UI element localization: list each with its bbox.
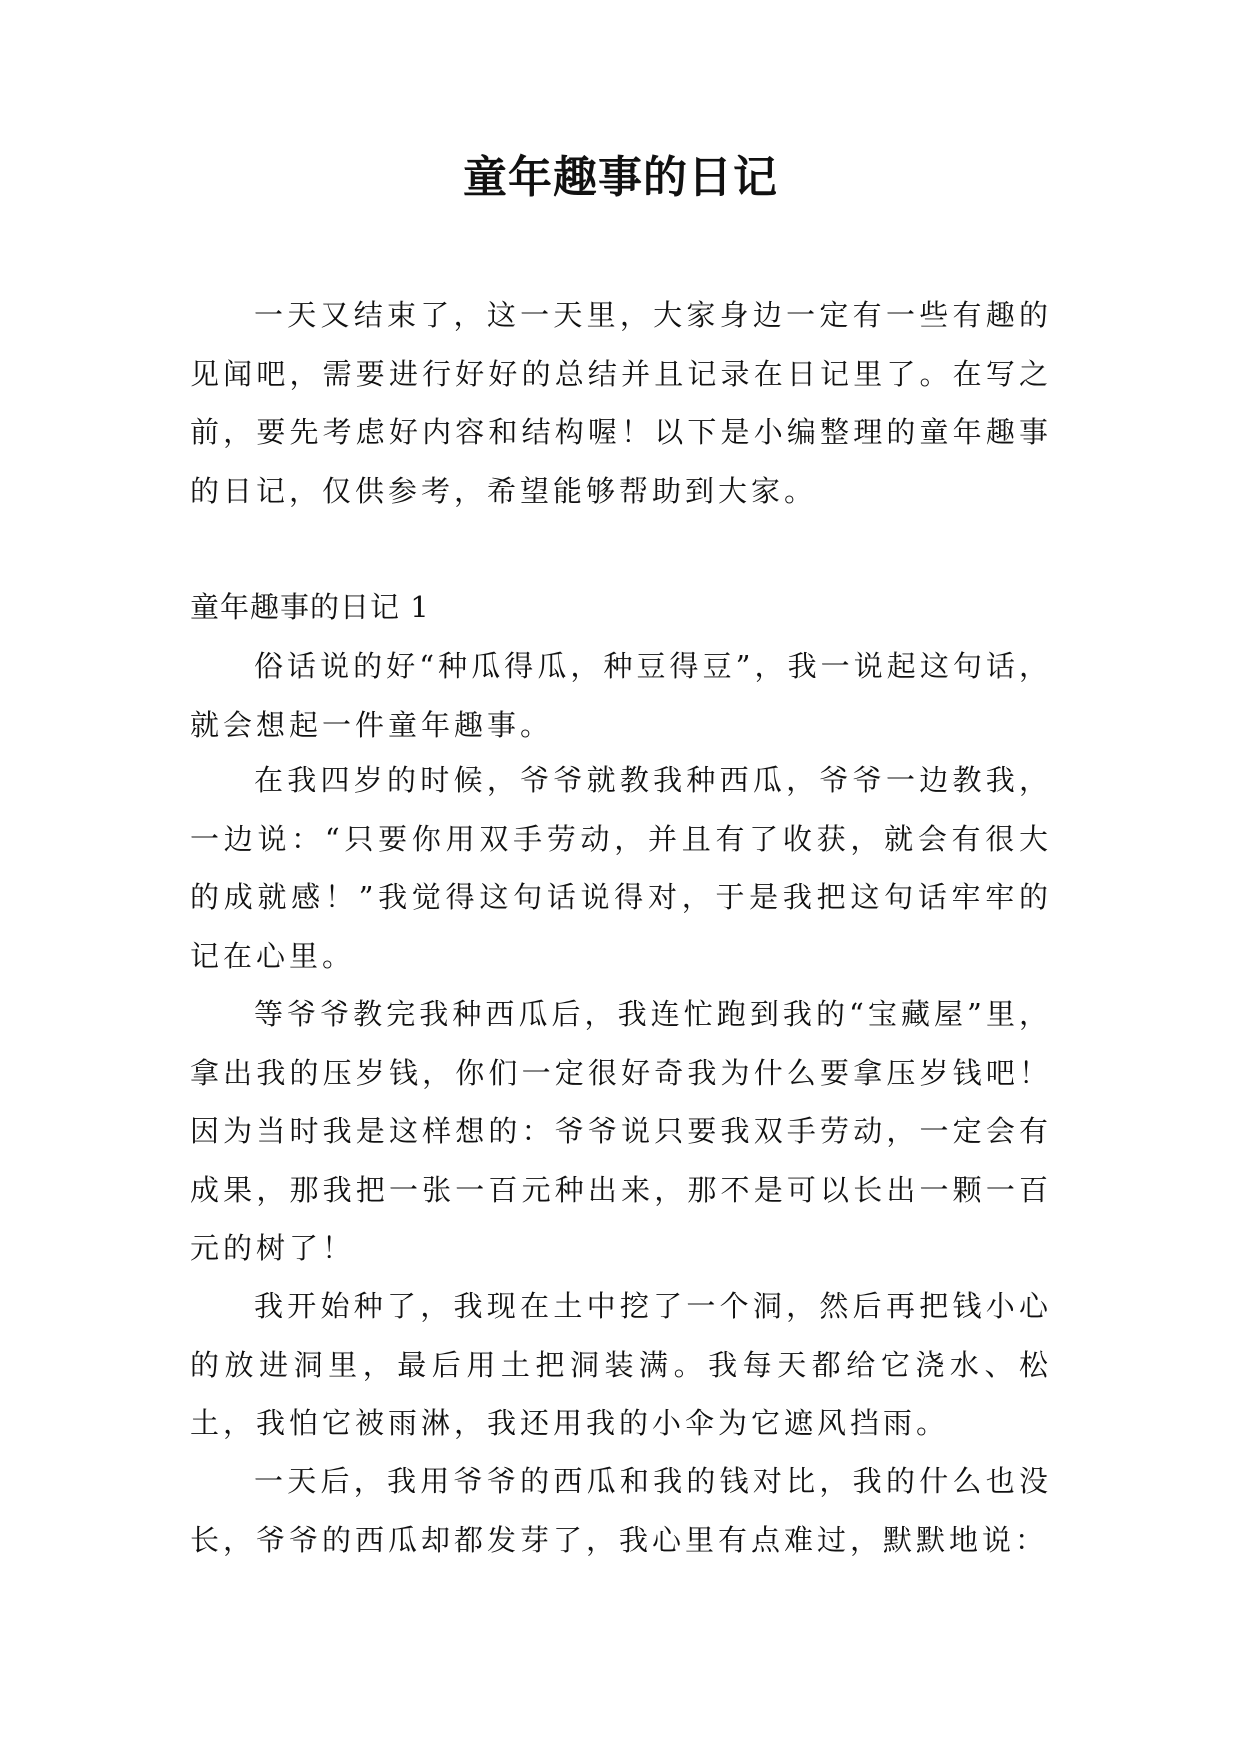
document-title: 童年趣事的日记 (463, 152, 778, 203)
body-paragraph: 等爷爷教完我种西瓜后，我连忙跑到我的“宝藏屋”里，拿出我的压岁钱，你们一定很好奇我为什么要拿压岁钱吧！因为当时我是这样想的：爷爷说只要我双手劳动，一定会有成果，那我把一张一百元种出来，那不是可以长出一颗一百元的树了！ (190, 997, 1052, 1265)
body-paragraph: 我开始种了，我现在土中挖了一个洞，然后再把钱小心的放进洞里，最后用土把洞装满。我每天都给它浇水、松土，我怕它被雨淋，我还用我的小伞为它遮风挡雨。 (190, 1289, 1052, 1440)
body-paragraph: 在我四岁的时候，爷爷就教我种西瓜，爷爷一边教我，一边说：“只要你用双手劳动，并且有了收获，就会有很大的成就感！”我觉得这句话说得对，于是我把这句话牢牢的记在心里。 (190, 763, 1052, 973)
intro-paragraph: 一天又结束了，这一天里，大家身边一定有一些有趣的见闻吧，需要进行好好的总结并且记录在日记里了。在写之前，要先考虑好内容和结构喔！以下是小编整理的童年趣事的日记，仅供参考，希望能够帮助到大家。 (190, 298, 1052, 508)
section-heading: 童年趣事的日记 1 (190, 590, 430, 624)
body-paragraph: 俗话说的好“种瓜得瓜，种豆得豆”，我一说起这句话，就会想起一件童年趣事。 (190, 649, 1052, 742)
body-paragraph: 一天后，我用爷爷的西瓜和我的钱对比，我的什么也没长，爷爷的西瓜却都发芽了，我心里有点难过，默默地说： (190, 1464, 1052, 1557)
